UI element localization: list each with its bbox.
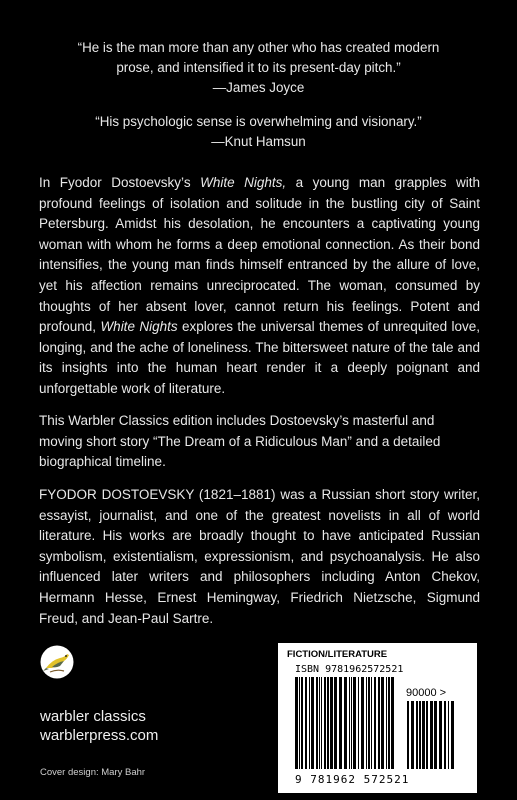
quote-2-author: —Knut Hamsun xyxy=(211,134,306,149)
barcode-bar xyxy=(321,677,322,769)
barcode-bar xyxy=(422,701,425,769)
synopsis-part-e: explores the universal themes of unrequited love, longing, and the ache of loneliness. The bittersweet nature of the tale and its insights into the human heart render it a deeply poignant and unforgettable work of literature. xyxy=(39,319,480,396)
barcode-bar xyxy=(426,701,428,769)
barcode-bar xyxy=(324,677,326,769)
barcode-bar xyxy=(330,677,333,769)
barcode-bar xyxy=(374,677,376,769)
barcode-digits: 9 781962 572521 xyxy=(295,773,410,786)
barcode-bar xyxy=(407,701,409,769)
barcode-bar xyxy=(339,677,342,769)
barcode-bar xyxy=(316,677,318,769)
quote-1-author: —James Joyce xyxy=(212,80,305,95)
barcode-bar xyxy=(386,677,387,769)
barcode-bar xyxy=(371,677,372,769)
quote-1-line-2: prose, and intensified it to its present-day pitch.” xyxy=(116,60,401,75)
barcode-bar xyxy=(319,677,320,769)
barcode-panel xyxy=(278,643,477,793)
warbler-bird-icon xyxy=(40,645,74,679)
barcode-bar xyxy=(301,677,303,769)
barcode-bar xyxy=(391,677,394,769)
barcode-bar xyxy=(327,677,329,769)
synopsis-paragraph xyxy=(39,173,480,400)
genre-label: FICTION/LITERATURE xyxy=(287,649,388,660)
barcode-bar xyxy=(295,677,298,769)
quote-2-line-1: “His psychologic sense is overwhelming and visionary.” xyxy=(95,114,422,129)
barcode-bar xyxy=(309,677,310,769)
barcode-bar xyxy=(344,677,347,769)
barcode-bar xyxy=(411,701,414,769)
barcode-bar xyxy=(451,701,454,769)
barcode-bar xyxy=(361,677,364,769)
quote-1-line-1: “He is the man more than any other who has created modern xyxy=(77,40,440,55)
publisher-website[interactable]: warblerpress.com xyxy=(40,727,159,744)
barcode-bars xyxy=(295,677,460,773)
barcode-bar xyxy=(358,677,359,769)
title-italic-1: White Nights, xyxy=(200,175,287,190)
synopsis-part-a: In Fyodor Dostoevsky’s xyxy=(39,175,201,190)
barcode-bar xyxy=(366,677,367,769)
barcode-bar xyxy=(434,701,437,769)
barcode-bar xyxy=(419,701,421,769)
author-bio-paragraph: FYODOR DOSTOEVSKY (1821–1881) was a Russian short story writer, essayist, journalist, and one of the greatest novelists in all of world literature. His works are broadly thought to have anticipated Russian symbolism, existentialism, expressionism, and psychoanalysis. He also influenced later writers and philosophers including Anton Chekov, Hermann Hesse, Ernest Hemingway, Friedrich Nietzsche, Sigmund Freud, and Jean-Paul Sartre. xyxy=(39,487,480,626)
cover-credit: Cover design: Mary Bahr xyxy=(40,767,146,778)
barcode-bar xyxy=(353,677,356,769)
barcode-bar xyxy=(368,677,370,769)
barcode-bar xyxy=(416,701,418,769)
quotes-section xyxy=(40,38,477,166)
barcode-bar xyxy=(351,677,352,769)
barcode-bar xyxy=(381,677,384,769)
barcode-bar xyxy=(448,701,449,769)
price-code: 90000 > xyxy=(406,687,447,699)
barcode-bar xyxy=(444,701,446,769)
barcode-bar xyxy=(430,701,433,769)
barcode-bar xyxy=(334,677,337,769)
publisher-imprint xyxy=(40,707,158,745)
title-italic-2: White Nights xyxy=(100,319,178,335)
isbn-text: ISBN 9781962572521 xyxy=(295,664,404,675)
barcode-bar xyxy=(439,701,442,769)
barcode-bar xyxy=(349,677,350,769)
barcode-bar xyxy=(305,677,307,769)
barcode-bar xyxy=(299,677,300,769)
edition-paragraph: This Warbler Classics edition includes Dostoevsky’s masterful and moving short story “The Dream of a Ridiculous Man” and a detailed biographical timeline. xyxy=(39,413,441,470)
barcode-bar xyxy=(388,677,390,769)
barcode-bar xyxy=(311,677,314,769)
publisher-name: warbler classics xyxy=(40,708,146,725)
synopsis-part-c: a young man grapples with profound feelings of isolation and solitude in the bustling city of Saint Petersburg. Amidst his desolation, he encounters a captivating young woman with whom he forms a deep emotional connection. As their bond intensifies, the young man finds himself entranced by the allure of love, yet his affection remains unreciprocated. The woman, consumed by thoughts of her absent lover, cannot return his feelings. Potent and profound, xyxy=(39,175,480,335)
barcode-bar xyxy=(378,677,380,769)
